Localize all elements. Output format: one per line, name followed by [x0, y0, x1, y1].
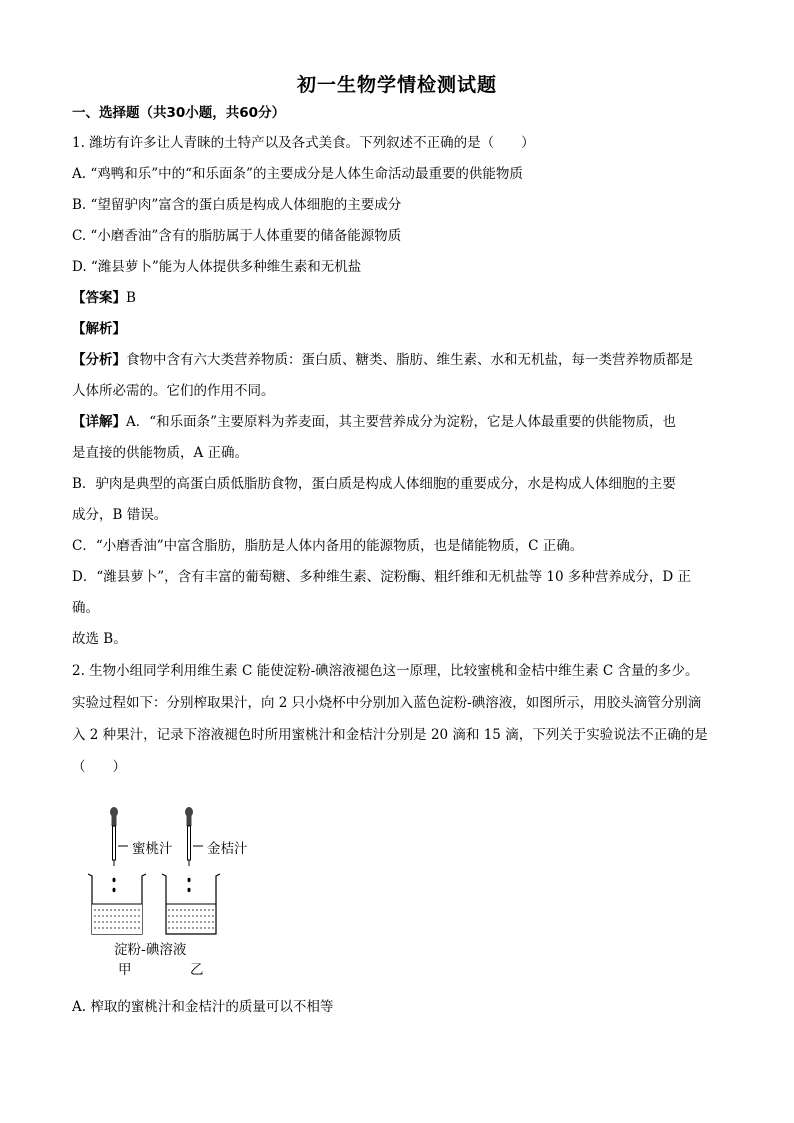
beaker-jia-icon	[88, 874, 146, 934]
q1-explain-c-1: C．“小磨香油”中富含脂肪，脂肪是人体内备用的能源物质，也是储能物质，C 正确。	[72, 538, 584, 554]
dropper-peach-icon	[110, 807, 128, 866]
q1-option-d: D. “潍县萝卜”能为人体提供多种维生素和无机盐	[72, 259, 362, 275]
fenxi-tag: 【分析】	[72, 352, 126, 368]
page-title: 初一生物学情检测试题	[296, 74, 497, 96]
analysis-tag: 【解析】	[72, 321, 126, 337]
label-peach-juice: 蜜桃汁	[132, 841, 173, 857]
q1-fenxi-line-2: 人体所必需的。它们的作用不同。	[72, 383, 275, 399]
q2-stem-1: 2. 生物小组同学利用维生素 C 能使淀粉-碘溶液褪色这一原理，比较蜜桃和金桔中维生素 C 含量的多少。	[72, 663, 699, 679]
q2-stem-2: 实验过程如下：分别榨取果汁，向 2 只小烧杯中分别加入蓝色淀粉-碘溶液，如图所示，用胶头滴管分别滴	[72, 695, 702, 711]
q1-stem: 1. 潍坊有许多让人青睐的土特产以及各式美食。下列叙述不正确的是（ ）	[72, 135, 535, 151]
experiment-figure	[84, 804, 274, 982]
q1-fenxi-line-1	[72, 351, 732, 369]
xiangjie-tag: 【详解】	[72, 414, 126, 430]
q1-explain-d-2: 确。	[72, 600, 99, 616]
q1-explain-b-2: 成分，B 错误。	[72, 507, 168, 523]
q1-option-b: B. “望留驴肉”富含的蛋白质是构成人体细胞的主要成分	[72, 197, 402, 213]
q2-option-a: A. 榨取的蜜桃汁和金桔汁的质量可以不相等	[72, 999, 334, 1015]
q1-analysis-heading	[72, 320, 732, 338]
q1-answer	[72, 289, 732, 307]
section-heading: 一、选择题（共30小题，共60分）	[72, 105, 286, 121]
label-kumquat-juice: 金桔汁	[207, 841, 248, 857]
q1-xiangjie-line-1	[72, 413, 732, 431]
fenxi-text-1: 食物中含有六大类营养物质：蛋白质、糖类、脂肪、维生素、水和无机盐，每一类营养物质都是	[126, 352, 693, 368]
q1-option-a: A. “鸡鸭和乐”中的“和乐面条”的主要成分是人体生命活动最重要的供能物质	[72, 166, 523, 182]
answer-value: B	[126, 290, 136, 306]
label-beaker-yi: 乙	[190, 962, 204, 978]
q1-explain-b-1: B．驴肉是典型的高蛋白质低脂肪食物，蛋白质是构成人体细胞的重要成分，水是构成人体细胞的主要	[72, 476, 676, 492]
answer-tag: 【答案】	[72, 290, 126, 306]
xiangjie-text-1: A．“和乐面条”主要原料为荞麦面，其主要营养成分为淀粉，它是人体最重要的供能物质，也	[126, 414, 677, 430]
q2-stem-3: 入 2 种果汁，记录下溶液褪色时所用蜜桃汁和金桔汁分别是 20 滴和 15 滴，下列关于实验说法不正确的是	[72, 727, 708, 743]
label-beaker-jia: 甲	[118, 962, 132, 978]
q1-conclusion: 故选 B。	[72, 631, 127, 647]
q1-explain-d-1: D．“潍县萝卜”，含有丰富的葡萄糖、多种维生素、淀粉酶、粗纤维和无机盐等 10 多种营养成分，D 正	[72, 569, 692, 585]
q1-option-c: C. “小磨香油”含有的脂肪属于人体重要的储备能源物质	[72, 228, 402, 244]
dropper-kumquat-icon	[185, 807, 203, 866]
beaker-yi-icon	[162, 874, 220, 934]
q1-xiangjie-line-2: 是直接的供能物质，A 正确。	[72, 445, 249, 461]
q2-stem-4: （ ）	[72, 759, 126, 775]
label-starch-iodine: 淀粉-碘溶液	[114, 942, 187, 958]
